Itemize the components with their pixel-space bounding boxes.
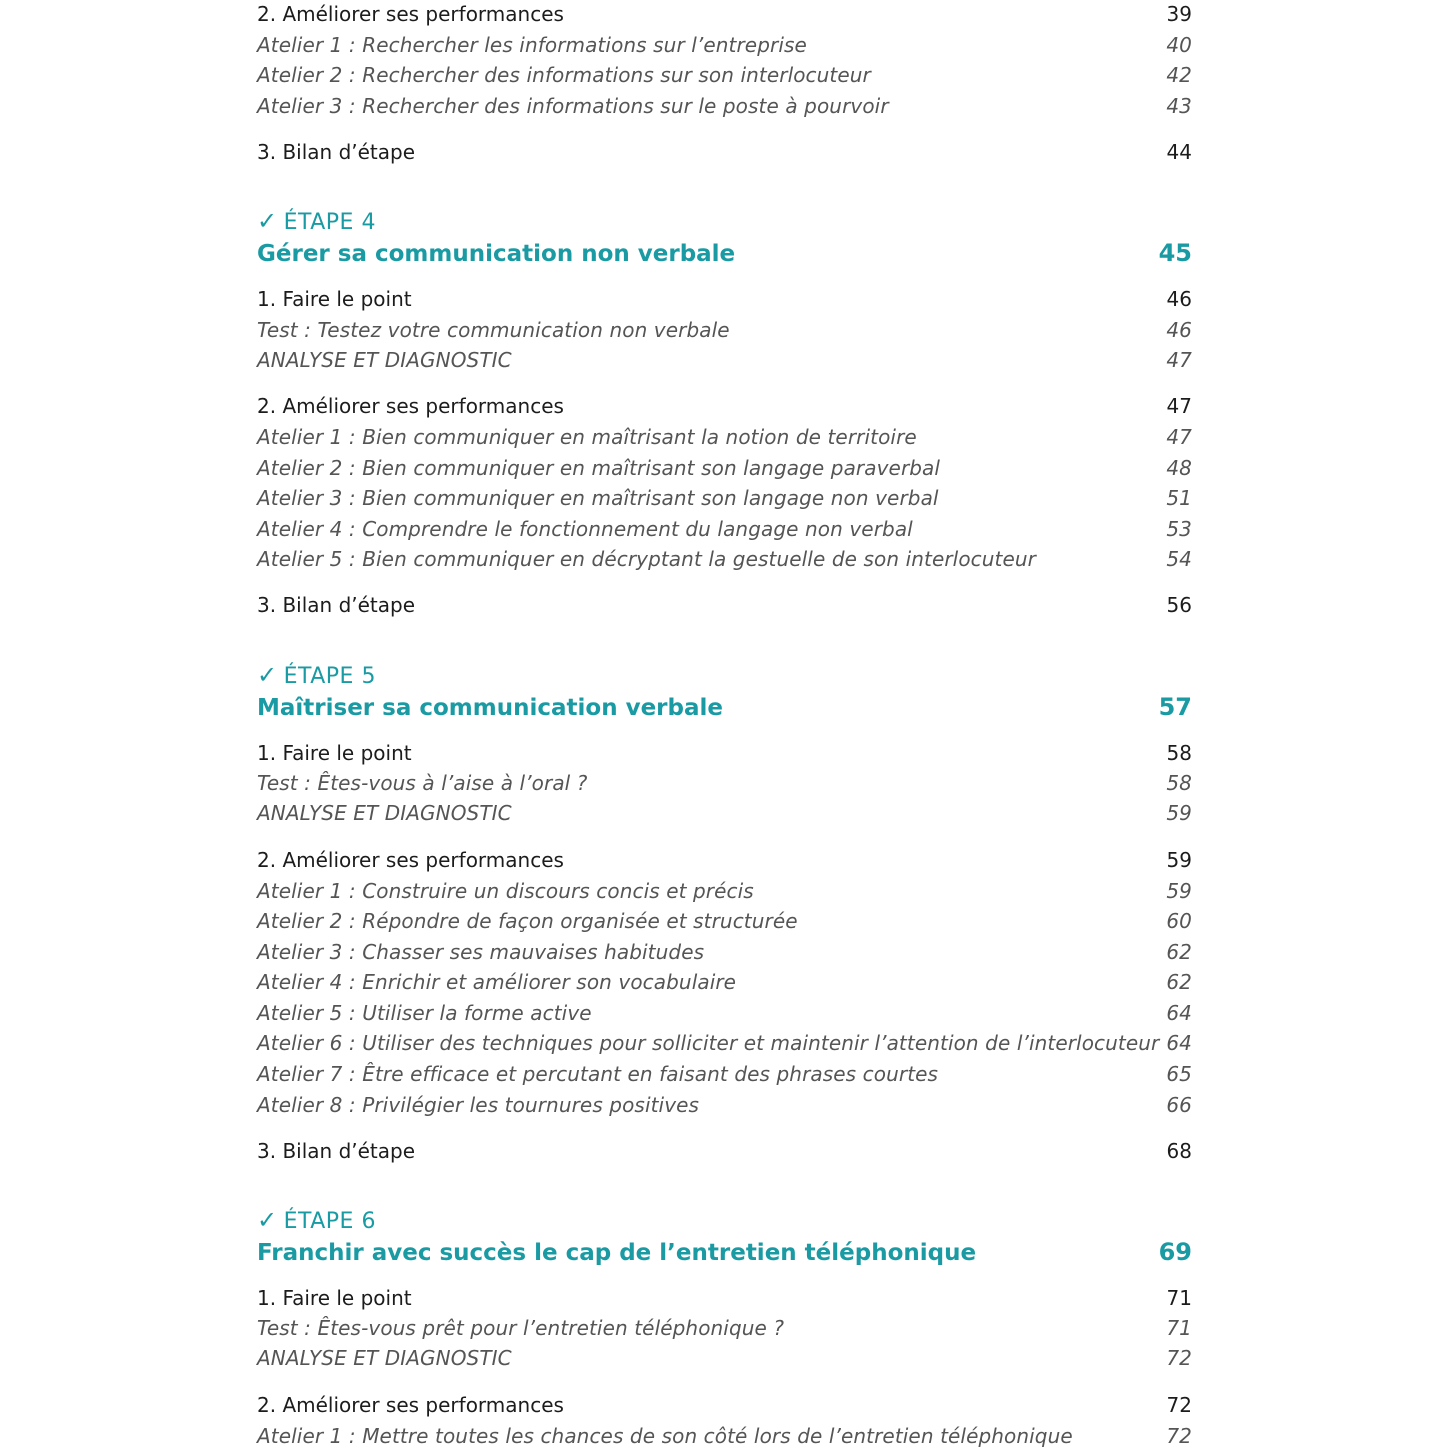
section-text: 1. Faire le point <box>257 741 412 765</box>
subsection-row[interactable] <box>257 456 1192 480</box>
subsection-row[interactable] <box>257 1346 1192 1370</box>
section-text: 3. Bilan d’étape <box>257 140 416 164</box>
subsection-row[interactable] <box>257 970 1192 994</box>
chapter-title-text: Gérer sa communication non verbale <box>257 241 736 267</box>
page-number: 59 <box>1166 848 1192 872</box>
page-number: 57 <box>1158 693 1192 721</box>
subsection-row[interactable] <box>257 940 1192 964</box>
subsection-text: Atelier 1 : Rechercher les informations sur l’entreprise <box>257 33 807 57</box>
section-text: 2. Améliorer ses performances <box>257 394 564 418</box>
subsection-text: ANALYSE ET DIAGNOSTIC <box>257 801 512 825</box>
section-text: 3. Bilan d’étape <box>257 1139 416 1163</box>
subsection-text: Test : Êtes-vous à l’aise à l’oral ? <box>257 771 588 795</box>
page-number: 54 <box>1166 547 1192 571</box>
subsection-text: Atelier 2 : Répondre de façon organisée et structurée <box>257 909 798 933</box>
etape-label: ÉTAPE 6 <box>283 1209 376 1234</box>
subsection-row[interactable] <box>257 909 1192 933</box>
page-number: 46 <box>1166 318 1192 342</box>
chapter-title-row[interactable] <box>257 239 1192 267</box>
page-number: 71 <box>1166 1316 1192 1340</box>
subsection-row[interactable] <box>257 1031 1192 1055</box>
page-number: 72 <box>1166 1424 1192 1448</box>
section-row[interactable] <box>257 593 1192 617</box>
subsection-row[interactable] <box>257 1093 1192 1117</box>
page-number: 47 <box>1166 425 1192 449</box>
page-number: 59 <box>1166 801 1192 825</box>
page-number: 66 <box>1166 1093 1192 1117</box>
page-number: 60 <box>1166 909 1192 933</box>
checkmark-icon: ✓ <box>257 1206 278 1234</box>
subsection-text: ANALYSE ET DIAGNOSTIC <box>257 1346 512 1370</box>
page-number: 69 <box>1158 1238 1192 1266</box>
subsection-row[interactable] <box>257 94 1192 118</box>
section-row[interactable] <box>257 287 1192 311</box>
subsection-row[interactable] <box>257 425 1192 449</box>
subsection-row[interactable] <box>257 348 1192 372</box>
checkmark-icon: ✓ <box>257 661 278 689</box>
chapter-title-text: Franchir avec succès le cap de l’entretien téléphonique <box>257 1240 977 1266</box>
page-number: 62 <box>1166 970 1192 994</box>
page-number: 58 <box>1166 741 1192 765</box>
subsection-row[interactable] <box>257 63 1192 87</box>
subsection-row[interactable] <box>257 1001 1192 1025</box>
page-number: 72 <box>1166 1393 1192 1417</box>
section-row[interactable] <box>257 140 1192 164</box>
page-number: 51 <box>1166 486 1192 510</box>
section-row[interactable] <box>257 2 1192 26</box>
section-text: 2. Améliorer ses performances <box>257 2 564 26</box>
page-number: 48 <box>1166 456 1192 480</box>
subsection-row[interactable] <box>257 517 1192 541</box>
subsection-row[interactable] <box>257 486 1192 510</box>
section-text: 3. Bilan d’étape <box>257 593 416 617</box>
chapter-title-text: Maîtriser sa communication verbale <box>257 695 723 721</box>
subsection-text: Atelier 1 : Mettre toutes les chances de son côté lors de l’entretien téléphonique <box>257 1424 1073 1448</box>
subsection-row[interactable] <box>257 1062 1192 1086</box>
subsection-text: Atelier 4 : Enrichir et améliorer son vocabulaire <box>257 970 737 994</box>
section-row[interactable] <box>257 848 1192 872</box>
page-number: 72 <box>1166 1346 1192 1370</box>
section-text: 1. Faire le point <box>257 1286 412 1310</box>
subsection-text: Atelier 2 : Bien communiquer en maîtrisant son langage paraverbal <box>257 456 941 480</box>
subsection-row[interactable] <box>257 318 1192 342</box>
chapter-title-row[interactable] <box>257 693 1192 721</box>
page-number: 44 <box>1166 140 1192 164</box>
chapter-title-row[interactable] <box>257 1238 1192 1266</box>
subsection-row[interactable] <box>257 1424 1192 1448</box>
page-number: 40 <box>1166 33 1192 57</box>
page-number: 59 <box>1166 879 1192 903</box>
subsection-text: Atelier 6 : Utiliser des techniques pour solliciter et maintenir l’attention de l’interlocuteur <box>257 1031 1160 1055</box>
subsection-text: Atelier 3 : Bien communiquer en maîtrisant son langage non verbal <box>257 486 939 510</box>
page-number: 58 <box>1166 771 1192 795</box>
subsection-text: Atelier 2 : Rechercher des informations sur son interlocuteur <box>257 63 871 87</box>
section-text: 1. Faire le point <box>257 287 412 311</box>
page-number: 45 <box>1158 239 1192 267</box>
section-row[interactable] <box>257 394 1192 418</box>
subsection-row[interactable] <box>257 547 1192 571</box>
section-row[interactable] <box>257 1393 1192 1417</box>
page-number: 46 <box>1166 287 1192 311</box>
page-number: 47 <box>1166 348 1192 372</box>
subsection-row[interactable] <box>257 1316 1192 1340</box>
page-number: 65 <box>1166 1062 1192 1086</box>
subsection-row[interactable] <box>257 879 1192 903</box>
page-number: 62 <box>1166 940 1192 964</box>
subsection-text: Atelier 8 : Privilégier les tournures positives <box>257 1093 700 1117</box>
etape-heading <box>257 207 376 235</box>
page-number: 42 <box>1166 63 1192 87</box>
page-number: 56 <box>1166 593 1192 617</box>
subsection-text: ANALYSE ET DIAGNOSTIC <box>257 348 512 372</box>
section-text: 2. Améliorer ses performances <box>257 848 564 872</box>
page-number: 39 <box>1166 2 1192 26</box>
checkmark-icon: ✓ <box>257 207 278 235</box>
subsection-text: Atelier 5 : Utiliser la forme active <box>257 1001 592 1025</box>
subsection-text: Test : Testez votre communication non verbale <box>257 318 730 342</box>
subsection-text: Atelier 4 : Comprendre le fonctionnement du langage non verbal <box>257 517 913 541</box>
section-row[interactable] <box>257 741 1192 765</box>
subsection-text: Atelier 1 : Bien communiquer en maîtrisant la notion de territoire <box>257 425 917 449</box>
page-number: 64 <box>1166 1031 1192 1055</box>
section-row[interactable] <box>257 1139 1192 1163</box>
page-number: 64 <box>1166 1001 1192 1025</box>
etape-label: ÉTAPE 4 <box>283 210 376 235</box>
subsection-text: Atelier 5 : Bien communiquer en décryptant la gestuelle de son interlocuteur <box>257 547 1036 571</box>
etape-heading <box>257 1206 376 1234</box>
subsection-row[interactable] <box>257 33 1192 57</box>
page-number: 71 <box>1166 1286 1192 1310</box>
subsection-text: Atelier 3 : Rechercher des informations sur le poste à pourvoir <box>257 94 889 118</box>
subsection-row[interactable] <box>257 771 1192 795</box>
page-number: 43 <box>1166 94 1192 118</box>
subsection-text: Atelier 1 : Construire un discours concis et précis <box>257 879 754 903</box>
subsection-row[interactable] <box>257 801 1192 825</box>
section-row[interactable] <box>257 1286 1192 1310</box>
subsection-text: Atelier 3 : Chasser ses mauvaises habitudes <box>257 940 705 964</box>
etape-heading <box>257 661 376 689</box>
section-text: 2. Améliorer ses performances <box>257 1393 564 1417</box>
subsection-text: Test : Êtes-vous prêt pour l’entretien téléphonique ? <box>257 1316 785 1340</box>
page-number: 68 <box>1166 1139 1192 1163</box>
page-number: 47 <box>1166 394 1192 418</box>
subsection-text: Atelier 7 : Être efficace et percutant en faisant des phrases courtes <box>257 1062 939 1086</box>
etape-label: ÉTAPE 5 <box>283 664 376 689</box>
page-number: 53 <box>1166 517 1192 541</box>
